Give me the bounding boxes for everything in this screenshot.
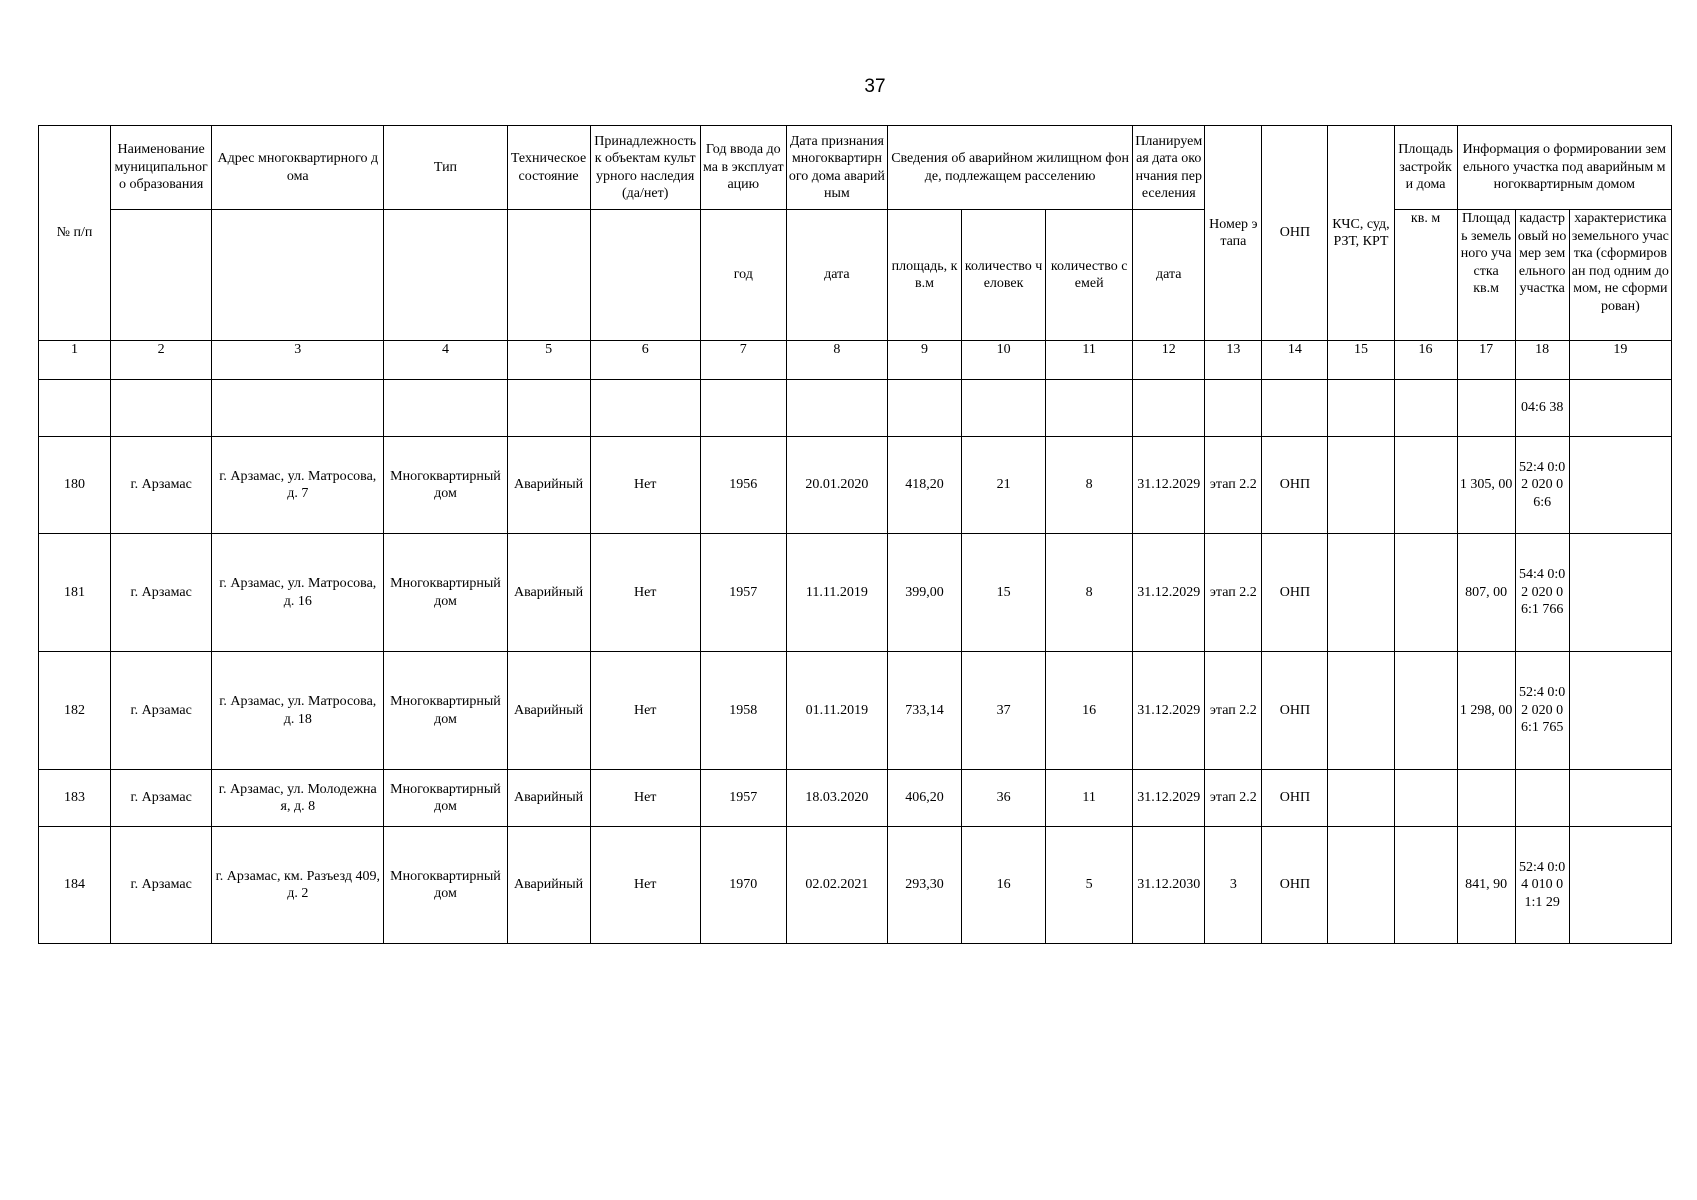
recognition-date-cell: 01.11.2019 [786,652,887,770]
condition-cell: Аварийный [507,652,590,770]
land-area-cell: 841, 90 [1457,827,1515,944]
table-row [39,534,1672,652]
header-sub-plan-date: дата [1133,210,1205,341]
header-sub-families: количество семей [1046,210,1133,341]
year-cell: 1970 [700,827,786,944]
condition-cell: Аварийный [507,770,590,827]
area-cell: 293,30 [887,827,961,944]
column-number: 16 [1394,341,1457,380]
municipality-cell: г. Арзамас [111,437,212,534]
cadastral-cell: 54:4 0:02 020 06:1 766 [1515,534,1569,652]
table-row [39,827,1672,944]
municipality-cell: г. Арзамас [111,652,212,770]
header-onp: ОНП [1262,126,1328,341]
type-cell: Многоквартирный дом [384,770,507,827]
built-area-cell [1394,380,1457,437]
planned-date-cell: 31.12.2030 [1133,827,1205,944]
onp-cell: ОНП [1262,770,1328,827]
year-cell [700,380,786,437]
heritage-cell [590,380,700,437]
table-rows [39,380,1672,944]
cadastral-cell [1515,770,1569,827]
column-number: 5 [507,341,590,380]
municipality-cell: г. Арзамас [111,534,212,652]
land-area-cell: 1 298, 00 [1457,652,1515,770]
header-heritage: Принадлежность к объектам культурного наследия (да/нет) [590,126,700,210]
row-number: 182 [39,652,111,770]
condition-cell: Аварийный [507,827,590,944]
row-number: 184 [39,827,111,944]
column-number: 4 [384,341,507,380]
land-char-cell [1569,652,1671,770]
column-number: 1 [39,341,111,380]
condition-cell [507,380,590,437]
people-cell: 16 [962,827,1046,944]
cadastral-cell: 04:6 38 [1515,380,1569,437]
heritage-cell: Нет [590,827,700,944]
table-row [39,437,1672,534]
land-area-cell: 1 305, 00 [1457,437,1515,534]
heritage-cell: Нет [590,437,700,534]
land-char-cell [1569,534,1671,652]
built-area-cell [1394,534,1457,652]
table-row [39,770,1672,827]
header-sub-date: дата [786,210,887,341]
header-sub-area: площадь, кв.м [887,210,961,341]
cadastral-cell: 52:4 0:02 020 06:1 765 [1515,652,1569,770]
families-cell: 8 [1046,437,1133,534]
row-number: 180 [39,437,111,534]
header-stage-no: Номер этапа [1205,126,1262,341]
header-municipality-cont [111,210,212,341]
table-body [39,341,1672,380]
families-cell: 5 [1046,827,1133,944]
land-char-cell [1569,380,1671,437]
stage-cell: этап 2.2 [1205,534,1262,652]
heritage-cell: Нет [590,534,700,652]
column-number: 14 [1262,341,1328,380]
land-char-cell [1569,437,1671,534]
kchs-cell [1328,827,1394,944]
column-number: 2 [111,341,212,380]
families-cell [1046,380,1133,437]
stage-cell: 3 [1205,827,1262,944]
type-cell: Многоквартирный дом [384,652,507,770]
header-condition-cont [507,210,590,341]
families-cell: 11 [1046,770,1133,827]
address-cell: г. Арзамас, ул. Матросова, д. 18 [212,652,384,770]
header-heritage-cont [590,210,700,341]
column-numbers-row [39,341,1672,380]
stage-cell [1205,380,1262,437]
kchs-cell [1328,770,1394,827]
recognition-date-cell: 18.03.2020 [786,770,887,827]
header-built-area: Площадь застройки дома [1394,126,1457,210]
header-emergency-info: Сведения об аварийном жилищном фонде, подлежащем расселению [887,126,1132,210]
header-cadastral: кадастровый номер земельного участка [1515,210,1569,341]
table-row [39,380,1672,437]
onp-cell: ОНП [1262,827,1328,944]
people-cell: 21 [962,437,1046,534]
header-land-area [1457,210,1515,341]
address-cell: г. Арзамас, ул. Матросова, д. 16 [212,534,384,652]
emergency-housing-table [38,125,1672,944]
built-area-cell [1394,437,1457,534]
onp-cell [1262,380,1328,437]
address-cell: г. Арзамас, ул. Матросова, д. 7 [212,437,384,534]
planned-date-cell: 31.12.2029 [1133,437,1205,534]
year-cell: 1957 [700,770,786,827]
address-cell: г. Арзамас, ул. Молодежная, д. 8 [212,770,384,827]
column-number: 19 [1569,341,1671,380]
header-land-info: Информация о формировании земельного участка под аварийным многоквартирным домом [1457,126,1671,210]
column-number: 10 [962,341,1046,380]
land-char-cell [1569,827,1671,944]
land-area-cell: 807, 00 [1457,534,1515,652]
header-land-area-unit: кв.м [1473,281,1499,296]
built-area-cell [1394,827,1457,944]
type-cell [384,380,507,437]
column-number: 15 [1328,341,1394,380]
column-number: 8 [786,341,887,380]
kchs-cell [1328,437,1394,534]
built-area-cell [1394,770,1457,827]
column-number: 12 [1133,341,1205,380]
year-cell: 1958 [700,652,786,770]
planned-date-cell: 31.12.2029 [1133,770,1205,827]
header-kchs: КЧС, суд, РЗТ, КРТ [1328,126,1394,341]
area-cell: 733,14 [887,652,961,770]
heritage-cell: Нет [590,652,700,770]
column-number: 6 [590,341,700,380]
header-year-commission: Год ввода дома в эксплуатацию [700,126,786,210]
land-area-cell [1457,770,1515,827]
onp-cell: ОНП [1262,534,1328,652]
municipality-cell [111,380,212,437]
area-cell: 418,20 [887,437,961,534]
planned-date-cell [1133,380,1205,437]
header-land-area-label: Площадь земельного участка [1460,211,1512,279]
address-cell: г. Арзамас, км. Разъезд 409, д. 2 [212,827,384,944]
stage-cell: этап 2.2 [1205,770,1262,827]
header-date-recognition: Дата признания многоквартирного дома аварийным [786,126,887,210]
column-number: 7 [700,341,786,380]
land-char-cell [1569,770,1671,827]
onp-cell: ОНП [1262,652,1328,770]
people-cell: 36 [962,770,1046,827]
header-sub-year: год [700,210,786,341]
column-number: 9 [887,341,961,380]
heritage-cell: Нет [590,770,700,827]
people-cell: 15 [962,534,1046,652]
stage-cell: этап 2.2 [1205,437,1262,534]
page-number: 37 [864,76,886,97]
year-cell: 1957 [700,534,786,652]
area-cell: 406,20 [887,770,961,827]
header-condition: Техническое состояние [507,126,590,210]
planned-date-cell: 31.12.2029 [1133,652,1205,770]
table-header [39,126,1672,341]
condition-cell: Аварийный [507,534,590,652]
kchs-cell [1328,652,1394,770]
column-number: 3 [212,341,384,380]
condition-cell: Аварийный [507,437,590,534]
address-cell [212,380,384,437]
header-num: № п/п [39,126,111,341]
cadastral-cell: 52:4 0:04 010 01:1 29 [1515,827,1569,944]
table-row [39,652,1672,770]
column-number: 18 [1515,341,1569,380]
header-address-cont [212,210,384,341]
recognition-date-cell: 02.02.2021 [786,827,887,944]
column-number: 11 [1046,341,1133,380]
people-cell: 37 [962,652,1046,770]
onp-cell: ОНП [1262,437,1328,534]
municipality-cell: г. Арзамас [111,827,212,944]
header-type-cont [384,210,507,341]
recognition-date-cell: 11.11.2019 [786,534,887,652]
stage-cell: этап 2.2 [1205,652,1262,770]
land-area-cell [1457,380,1515,437]
municipality-cell: г. Арзамас [111,770,212,827]
year-cell: 1956 [700,437,786,534]
header-municipality: Наименование муниципального образования [111,126,212,210]
kchs-cell [1328,534,1394,652]
type-cell: Многоквартирный дом [384,437,507,534]
row-number [39,380,111,437]
type-cell: Многоквартирный дом [384,827,507,944]
cadastral-cell: 52:4 0:02 020 06:6 [1515,437,1569,534]
column-number: 13 [1205,341,1262,380]
column-number: 17 [1457,341,1515,380]
header-planned-date: Планируемая дата окончания переселения [1133,126,1205,210]
built-area-cell [1394,652,1457,770]
families-cell: 16 [1046,652,1133,770]
header-type: Тип [384,126,507,210]
area-cell: 399,00 [887,534,961,652]
type-cell: Многоквартирный дом [384,534,507,652]
planned-date-cell: 31.12.2029 [1133,534,1205,652]
header-sub-people: количество человек [962,210,1046,341]
header-land-char: характеристика земельного участка (сформирован под одним домом, не сформирован) [1569,210,1671,341]
people-cell [962,380,1046,437]
header-built-unit: кв. м [1394,210,1457,341]
recognition-date-cell: 20.01.2020 [786,437,887,534]
area-cell [887,380,961,437]
row-number: 183 [39,770,111,827]
row-number: 181 [39,534,111,652]
families-cell: 8 [1046,534,1133,652]
kchs-cell [1328,380,1394,437]
recognition-date-cell [786,380,887,437]
header-address: Адрес многоквартирного дома [212,126,384,210]
